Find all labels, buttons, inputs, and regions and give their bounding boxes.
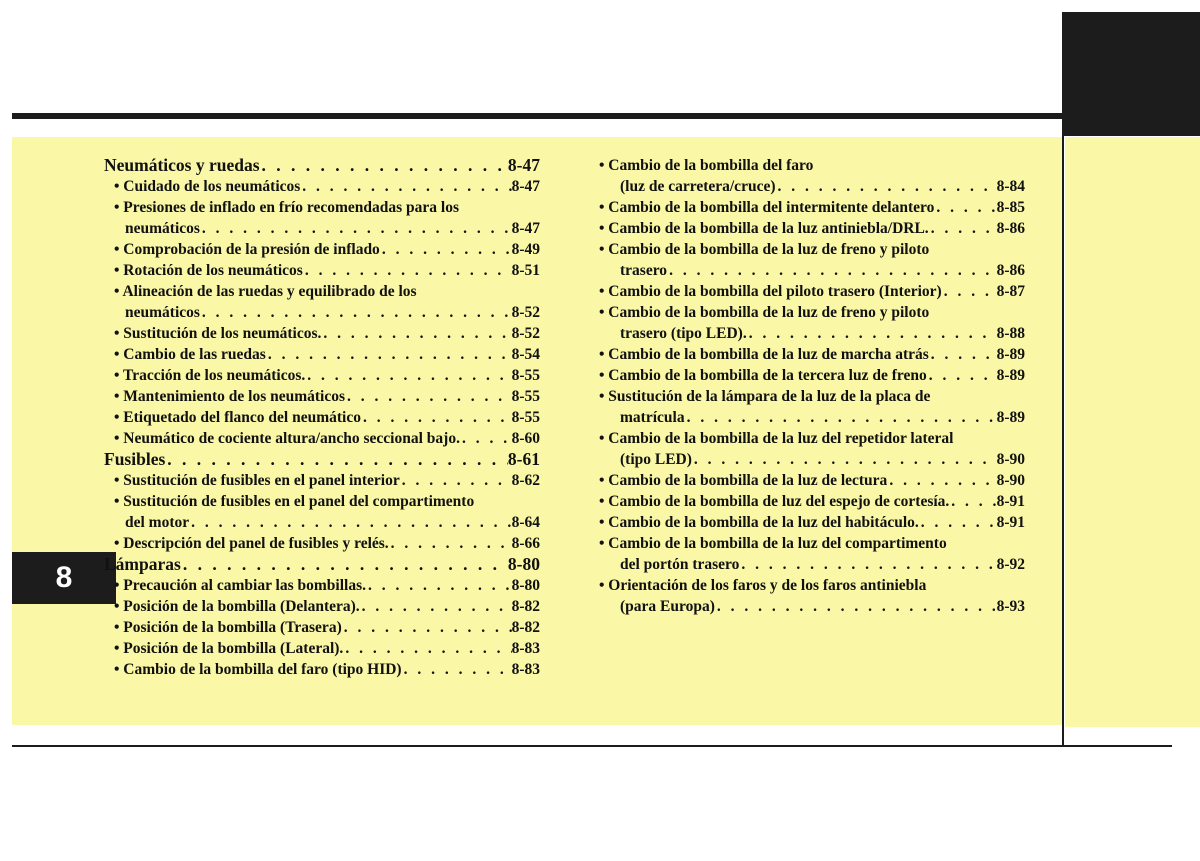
toc-entry[interactable] [104, 365, 540, 386]
toc-entry-text: • Cuidado de los neumáticos [114, 178, 301, 195]
toc-page-number: 8-47 [511, 220, 540, 237]
toc-entry-text: • Cambio de la bombilla de la tercera luz de freno [599, 367, 927, 384]
toc-entry-text: Neumáticos y ruedas [104, 155, 260, 175]
toc-entry-text: • Cambio de la bombilla de la luz de freno y piloto [599, 304, 930, 321]
dot-leader [200, 218, 512, 239]
toc-entry-text: • Sustitución de fusibles en el panel interior [114, 472, 400, 489]
toc-entry-text: • Presiones de inflado en frío recomendadas para los [114, 199, 459, 216]
dot-leader [929, 344, 997, 365]
toc-page-number: 8-60 [511, 430, 540, 447]
dot-leader [321, 323, 511, 344]
toc-page-number: 8-49 [511, 241, 540, 258]
toc-entry[interactable] [104, 428, 540, 449]
dot-leader [942, 281, 997, 302]
toc-entry-text: • Rotación de los neumáticos [114, 262, 303, 279]
dot-leader [929, 218, 997, 239]
chapter-tab[interactable] [12, 552, 116, 604]
toc-page-number: 8-83 [511, 661, 540, 678]
dot-leader [775, 176, 996, 197]
toc-entry[interactable] [599, 449, 1025, 470]
header-rule [12, 113, 1062, 119]
toc-page-number: 8-66 [511, 535, 540, 552]
toc-entry[interactable] [599, 344, 1025, 365]
toc-column-left [104, 155, 540, 680]
toc-entry[interactable] [599, 176, 1025, 197]
toc-entry[interactable] [599, 218, 1025, 239]
toc-column-right [599, 155, 1025, 617]
toc-entry[interactable] [599, 197, 1025, 218]
corner-block [1062, 12, 1200, 136]
toc-entry-text: • Mantenimiento de los neumáticos [114, 388, 346, 405]
toc-entry-text: • Cambio de la bombilla de la luz del compartimento [599, 535, 947, 552]
dot-leader [345, 386, 512, 407]
toc-section-heading[interactable] [104, 449, 540, 470]
toc-entry[interactable] [104, 176, 540, 197]
toc-entry[interactable] [104, 638, 540, 659]
dot-leader [949, 491, 996, 512]
toc-entry[interactable] [599, 533, 1025, 554]
toc-entry-text: (tipo LED) [620, 451, 692, 468]
dot-leader [181, 554, 508, 575]
toc-entry[interactable] [104, 533, 540, 554]
toc-entry-text: • Cambio de la bombilla de la luz de freno y piloto [599, 241, 930, 258]
dot-leader [747, 323, 997, 344]
dot-leader [685, 407, 997, 428]
toc-page-number: 8-47 [507, 155, 540, 175]
footer-rule [12, 745, 1172, 747]
toc-page-number: 8-51 [511, 262, 540, 279]
toc-page-number: 8-61 [507, 449, 540, 469]
toc-page-number: 8-47 [511, 178, 540, 195]
toc-page-number: 8-93 [996, 598, 1025, 615]
toc-page-number: 8-54 [511, 346, 540, 363]
toc-page-number: 8-89 [996, 346, 1025, 363]
toc-entry-text: (para Europa) [620, 598, 715, 615]
toc-page-number: 8-92 [996, 556, 1025, 573]
toc-page-number: 8-90 [996, 451, 1025, 468]
toc-entry-text: matrícula [620, 409, 685, 426]
toc-entry-text: • Sustitución de los neumáticos. [114, 325, 322, 342]
toc-entry[interactable] [104, 659, 540, 680]
dot-leader [887, 470, 996, 491]
dot-leader [389, 533, 512, 554]
toc-entry-text: • Cambio de la bombilla del faro [599, 157, 814, 174]
toc-entry[interactable] [599, 428, 1025, 449]
toc-entry[interactable] [104, 323, 540, 344]
toc-page-number: 8-55 [511, 367, 540, 384]
toc-entry-text: • Posición de la bombilla (Delantera). [114, 598, 360, 615]
toc-entry[interactable] [104, 197, 540, 218]
dot-leader [361, 407, 512, 428]
toc-entry-text: del portón trasero [620, 556, 740, 573]
vertical-rule [1062, 136, 1064, 746]
toc-entry-text: • Comprobación de la presión de inflado [114, 241, 380, 258]
toc-entry[interactable] [104, 596, 540, 617]
toc-entry[interactable] [104, 344, 540, 365]
dot-leader [266, 344, 512, 365]
toc-page-number: 8-62 [511, 472, 540, 489]
dot-leader [360, 596, 512, 617]
toc-entry[interactable] [599, 512, 1025, 533]
toc-entry-text: • Cambio de la bombilla del intermitente delantero [599, 199, 935, 216]
toc-page-number: 8-90 [996, 472, 1025, 489]
toc-entry[interactable] [104, 512, 540, 533]
toc-entry[interactable] [104, 302, 540, 323]
toc-entry[interactable] [599, 386, 1025, 407]
toc-entry-text: • Neumático de cociente altura/ancho seccional bajo. [114, 430, 460, 447]
toc-entry[interactable] [599, 407, 1025, 428]
toc-entry-text: neumáticos [125, 220, 200, 237]
dot-leader [692, 449, 997, 470]
toc-entry-text: • Posición de la bombilla (Trasera) [114, 619, 342, 636]
toc-page-number: 8-86 [996, 220, 1025, 237]
toc-entry-text: • Cambio de la bombilla de la luz del repetidor lateral [599, 430, 954, 447]
toc-entry-text: • Precaución al cambiar las bombillas. [114, 577, 366, 594]
dot-leader [165, 449, 508, 470]
toc-entry-text: (luz de carretera/cruce) [620, 178, 776, 195]
toc-entry-text: • Etiquetado del flanco del neumático [114, 409, 361, 426]
toc-entry[interactable] [104, 491, 540, 512]
toc-entry[interactable] [599, 575, 1025, 596]
toc-entry[interactable] [599, 491, 1025, 512]
dot-leader [739, 554, 996, 575]
toc-entry[interactable] [599, 365, 1025, 386]
toc-entry[interactable] [104, 407, 540, 428]
toc-entry-text: trasero (tipo LED). [620, 325, 747, 342]
toc-entry-text: • Posición de la bombilla (Lateral). [114, 640, 344, 657]
dot-leader [715, 596, 997, 617]
toc-entry[interactable] [104, 281, 540, 302]
toc-entry-text: Fusibles [104, 449, 166, 469]
dot-leader [343, 638, 511, 659]
dot-leader [927, 365, 997, 386]
dot-leader [402, 659, 512, 680]
dot-leader [400, 470, 512, 491]
toc-entry[interactable] [104, 470, 540, 491]
toc-page-number: 8-91 [996, 514, 1025, 531]
dot-leader [667, 260, 997, 281]
toc-entry-text: • Tracción de los neumáticos. [114, 367, 306, 384]
toc-page-number: 8-89 [996, 367, 1025, 384]
toc-entry-text: del motor [125, 514, 190, 531]
toc-entry-text: • Cambio de la bombilla de luz del espejo de cortesía. [599, 493, 950, 510]
dot-leader [934, 197, 996, 218]
toc-entry[interactable] [104, 617, 540, 638]
toc-page-number: 8-80 [511, 577, 540, 594]
dot-leader [342, 617, 512, 638]
toc-page-number: 8-52 [511, 325, 540, 342]
dot-leader [300, 176, 511, 197]
toc-entry[interactable] [599, 155, 1025, 176]
toc-entry-text: Lámparas [104, 554, 181, 574]
toc-page-number: 8-82 [511, 619, 540, 636]
dot-leader [305, 365, 511, 386]
toc-page-number: 8-87 [996, 283, 1025, 300]
toc-section-heading[interactable] [104, 554, 540, 575]
toc-entry[interactable] [599, 281, 1025, 302]
dot-leader [260, 155, 508, 176]
toc-entry[interactable] [104, 386, 540, 407]
dot-leader [200, 302, 512, 323]
dot-leader [380, 239, 512, 260]
dot-leader [366, 575, 512, 596]
toc-entry[interactable] [104, 239, 540, 260]
toc-page-number: 8-80 [507, 554, 540, 574]
toc-entry[interactable] [104, 218, 540, 239]
toc-entry[interactable] [599, 596, 1025, 617]
toc-entry[interactable] [104, 575, 540, 596]
toc-page-number: 8-55 [511, 409, 540, 426]
toc-page-number: 8-88 [996, 325, 1025, 342]
toc-page-number: 8-85 [996, 199, 1025, 216]
toc-page-number: 8-89 [996, 409, 1025, 426]
toc-entry[interactable] [599, 302, 1025, 323]
toc-page-number: 8-64 [511, 514, 540, 531]
margin-strip [1065, 137, 1200, 727]
toc-entry[interactable] [104, 260, 540, 281]
toc-page-number: 8-52 [511, 304, 540, 321]
toc-entry-text: • Cambio de la bombilla del faro (tipo HID) [114, 661, 402, 678]
toc-entry-text: • Orientación de los faros y de los faros antiniebla [599, 577, 927, 594]
toc-page-number: 8-84 [996, 178, 1025, 195]
toc-entry-text: • Cambio de la bombilla de la luz de marcha atrás [599, 346, 929, 363]
toc-entry-text: • Sustitución de la lámpara de la luz de la placa de [599, 388, 931, 405]
toc-entry-text: • Cambio de la bombilla de la luz del habitáculo. [599, 514, 919, 531]
toc-entry-text: trasero [620, 262, 668, 279]
toc-entry[interactable] [599, 323, 1025, 344]
toc-entry[interactable] [599, 554, 1025, 575]
toc-page-number: 8-82 [511, 598, 540, 615]
toc-entry-text: neumáticos [125, 304, 200, 321]
chapter-number: 8 [55, 561, 73, 594]
dot-leader [919, 512, 997, 533]
toc-page-number: 8-55 [511, 388, 540, 405]
toc-entry-text: • Cambio de la bombilla de la luz antiniebla/DRL. [599, 220, 929, 237]
toc-entry[interactable] [599, 260, 1025, 281]
toc-page-number: 8-86 [996, 262, 1025, 279]
toc-entry-text: • Sustitución de fusibles en el panel del compartimento [114, 493, 475, 510]
toc-entry[interactable] [599, 239, 1025, 260]
dot-leader [303, 260, 512, 281]
toc-entry[interactable] [599, 470, 1025, 491]
toc-section-heading[interactable] [104, 155, 540, 176]
toc-entry-text: • Cambio de la bombilla de la luz de lectura [599, 472, 888, 489]
dot-leader [460, 428, 512, 449]
toc-entry-text: • Cambio de la bombilla del piloto trasero (Interior) [599, 283, 942, 300]
toc-entry-text: • Alineación de las ruedas y equilibrado de los [114, 283, 417, 300]
toc-page-number: 8-91 [996, 493, 1025, 510]
toc-entry-text: • Cambio de las ruedas [114, 346, 266, 363]
toc-entry-text: • Descripción del panel de fusibles y relés. [114, 535, 389, 552]
toc-page-number: 8-83 [511, 640, 540, 657]
dot-leader [189, 512, 511, 533]
